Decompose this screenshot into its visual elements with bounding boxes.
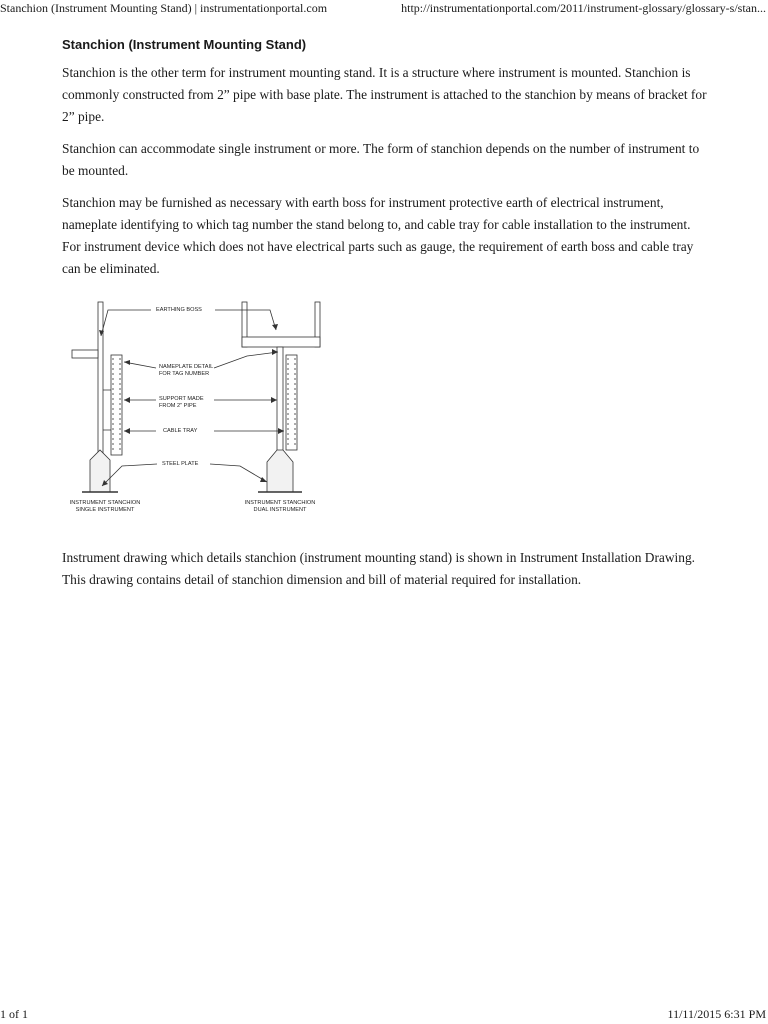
- print-footer-page: 1 of 1: [0, 1007, 28, 1021]
- paragraph-closing: Instrument drawing which details stanchion (instrument mounting stand) is shown in Instrument Installation Drawing. This drawing contains detail of stanchion dimension and bill of material required for installation.: [62, 550, 695, 587]
- caption-dual-instrument: INSTRUMENT STANCHION DUAL INSTRUMENT: [244, 500, 316, 513]
- paragraph-2: Stanchion can accommodate single instrument or more. The form of stanchion depends on the number of instrument to be mounted.: [62, 141, 700, 178]
- label-nameplate: NAMEPLATE DETAIL FOR TAG NUMBER: [159, 364, 214, 377]
- article-heading: Stanchion (Instrument Mounting Stand): [62, 37, 307, 52]
- print-header-title: Stanchion (Instrument Mounting Stand) | instrumentationportal.com: [0, 1, 328, 15]
- stanchion-drawing: [62, 290, 347, 525]
- label-support: SUPPORT MADE FROM 2" PIPE: [159, 396, 204, 409]
- print-footer-datetime: 11/11/2015 6:31 PM: [667, 1007, 766, 1021]
- paragraph-3: Stanchion may be furnished as necessary with earth boss for instrument protective earth of electrical instrument, nameplate identifying to which tag number the stand belong to, and cable tray for cable installation to the instrument. For instrument device which does not have electrical parts such as gauge, the requirement of earth boss and cable tray can be eliminated.: [62, 195, 694, 276]
- stanchion-diagram: [62, 290, 347, 525]
- caption-single-instrument: INSTRUMENT STANCHION SINGLE INSTRUMENT: [69, 500, 141, 513]
- label-steel-plate: STEEL PLATE: [162, 461, 199, 467]
- label-earthing-boss: EARTHING BOSS: [156, 307, 202, 313]
- article: [62, 36, 712, 601]
- paragraph-1: Stanchion is the other term for instrument mounting stand. It is a structure where instrument is mounted. Stanchion is commonly constructed from 2” pipe with base plate. The instrument is attached to the stanchion by means of bracket for 2” pipe.: [62, 65, 707, 124]
- label-cable-tray: CABLE TRAY: [163, 428, 198, 434]
- print-header-url[interactable]: http://instrumentationportal.com/2011/instrument-glossary/glossary-s/stan...: [401, 1, 766, 15]
